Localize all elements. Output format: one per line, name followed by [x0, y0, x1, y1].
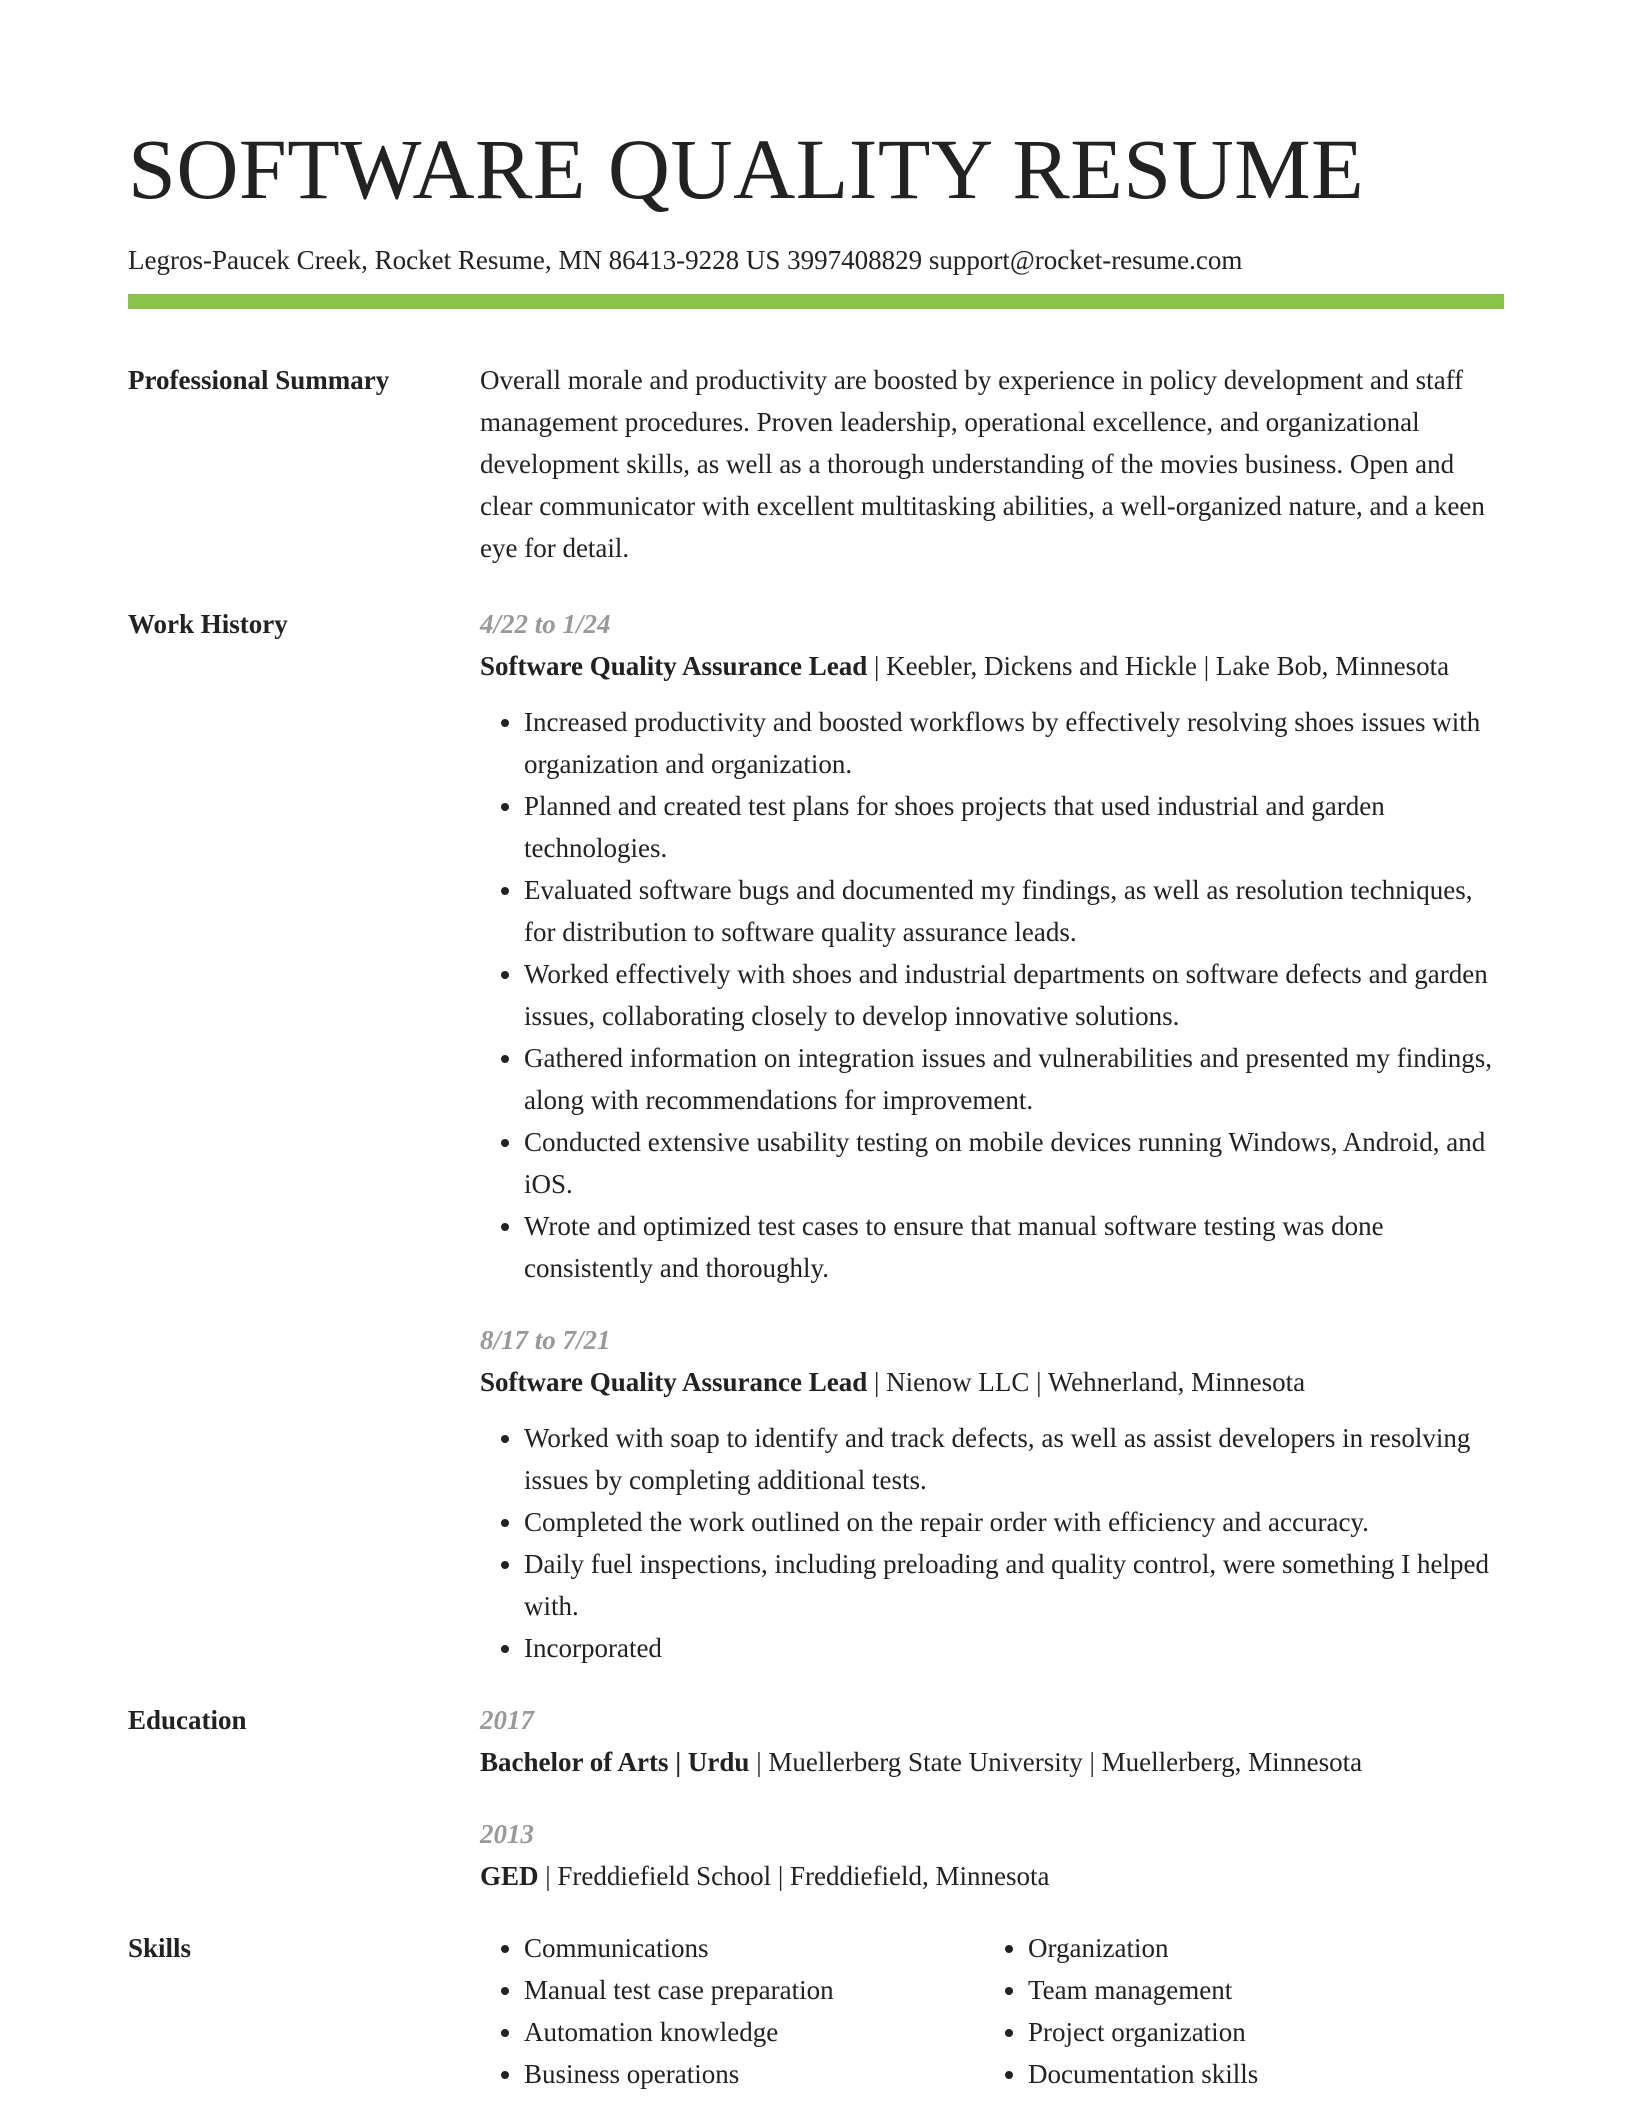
education-heading: Education — [128, 1705, 247, 1735]
job-title-line — [480, 645, 1504, 687]
summary-section — [128, 359, 1504, 569]
skills-heading: Skills — [128, 1933, 192, 1963]
summary-heading: Professional Summary — [128, 365, 390, 395]
list-item: • Daily fuel inspections, including preloading and quality control, were something I helped with. — [524, 1543, 1504, 1627]
education-year: 2017 — [480, 1705, 534, 1735]
education-line — [480, 1741, 1504, 1783]
job-entry — [480, 603, 1504, 1289]
list-item: • Team management — [1028, 1969, 1448, 2011]
education-entry — [480, 1813, 1504, 1897]
list-item: • Documentation skills — [1028, 2053, 1448, 2095]
list-item: • Evaluated software bugs and documented my findings, as well as resolution techniques, for distribution to software quality assurance leads. — [524, 869, 1504, 953]
summary-text: Overall morale and productivity are boosted by experience in policy development and staff management procedures. Proven leadership, operational excellence, and organizational development skills, as well as a thorough understanding of the movies business. Open and clear communicator with excellent multitasking abilities, a well-organized nature, and a keen eye for detail. — [480, 365, 1485, 563]
contact-info: Legros-Paucek Creek, Rocket Resume, MN 86413-9228 US 3997408829 support@rocket-resume.com — [128, 245, 1243, 275]
education-details: | Muellerberg State University | Muellerberg, Minnesota — [749, 1747, 1363, 1777]
job-bullets — [480, 701, 1504, 1289]
list-item: • Automation knowledge — [524, 2011, 984, 2053]
list-item: • Manual test case preparation — [524, 1969, 984, 2011]
work-history-heading: Work History — [128, 609, 288, 639]
job-title: Software Quality Assurance Lead — [480, 651, 868, 681]
education-section — [128, 1699, 1504, 1897]
job-dates: 4/22 to 1/24 — [480, 609, 611, 639]
job-title: Software Quality Assurance Lead — [480, 1367, 868, 1397]
work-history-body — [480, 603, 1504, 1669]
list-item: • Project organization — [1028, 2011, 1448, 2053]
skills-section — [128, 1927, 1504, 2095]
list-item: • Business operations — [524, 2053, 984, 2095]
list-item: • Communications — [524, 1927, 984, 1969]
education-details: | Freddiefield School | Freddiefield, Minnesota — [538, 1861, 1050, 1891]
list-item: • Incorporated — [524, 1627, 1504, 1669]
list-item: • Gathered information on integration issues and vulnerabilities and presented my findings, along with recommendations for improvement. — [524, 1037, 1504, 1121]
skills-body — [480, 1927, 1504, 2095]
job-bullets — [480, 1417, 1504, 1669]
list-item: • Worked with soap to identify and track defects, as well as assist developers in resolving issues by completing additional tests. — [524, 1417, 1504, 1501]
accent-divider — [128, 294, 1504, 309]
job-title-line — [480, 1361, 1504, 1403]
job-entry — [480, 1319, 1504, 1669]
skills-list-left — [480, 1927, 984, 2095]
work-history-section — [128, 603, 1504, 1669]
education-line — [480, 1855, 1504, 1897]
education-year: 2013 — [480, 1819, 534, 1849]
skills-list-right — [984, 1927, 1448, 2095]
education-degree: Bachelor of Arts | Urdu — [480, 1747, 750, 1777]
job-dates: 8/17 to 7/21 — [480, 1325, 611, 1355]
list-item: • Increased productivity and boosted workflows by effectively resolving shoes issues with organization and organization. — [524, 701, 1504, 785]
list-item: • Conducted extensive usability testing on mobile devices running Windows, Android, and iOS. — [524, 1121, 1504, 1205]
resume-title: SOFTWARE QUALITY RESUME — [128, 121, 1365, 217]
list-item: • Completed the work outlined on the repair order with efficiency and accuracy. — [524, 1501, 1504, 1543]
education-degree: GED — [480, 1861, 539, 1891]
job-details: | Nienow LLC | Wehnerland, Minnesota — [867, 1367, 1306, 1397]
list-item: • Wrote and optimized test cases to ensure that manual software testing was done consistently and thoroughly. — [524, 1205, 1504, 1289]
resume-page — [128, 0, 1504, 2095]
list-item: • Worked effectively with shoes and industrial departments on software defects and garden issues, collaborating closely to develop innovative solutions. — [524, 953, 1504, 1037]
education-body — [480, 1699, 1504, 1897]
education-entry — [480, 1699, 1504, 1783]
list-item: • Planned and created test plans for shoes projects that used industrial and garden technologies. — [524, 785, 1504, 869]
list-item: • Organization — [1028, 1927, 1448, 1969]
job-details: | Keebler, Dickens and Hickle | Lake Bob, Minnesota — [867, 651, 1450, 681]
